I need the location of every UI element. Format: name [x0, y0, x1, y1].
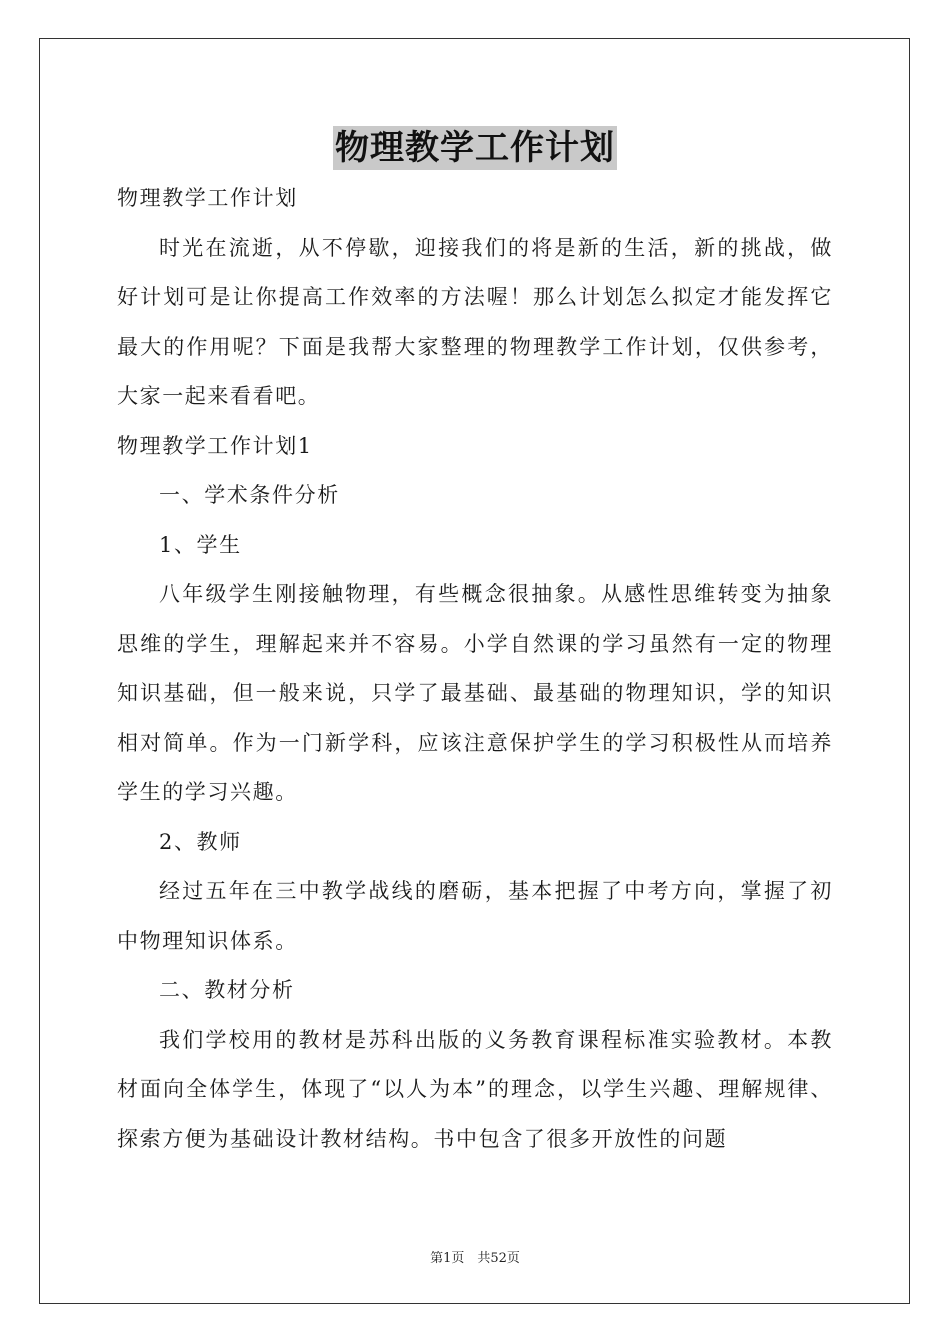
document-title: 物理教学工作计划 [335, 128, 615, 168]
intro-paragraph: 时光在流逝，从不停歇，迎接我们的将是新的生活，新的挑战，做好计划可是让你提高工作效率的方法喔！那么计划怎么拟定才能发挥它最大的作用呢？下面是我帮大家整理的物理教学工作计划，仅供参考，大家一起来看看吧。 [117, 235, 833, 408]
textbook-paragraph: 我们学校用的教材是苏科出版的义务教育课程标准实验教材。本教材面向全体学生，体现了“以人为本”的理念，以学生兴趣、理解规律、探索方便为基础设计教材结构。书中包含了很多开放性的问题 [117, 1027, 833, 1151]
teacher-paragraph: 经过五年在三中教学战线的磨砺，基本把握了中考方向，掌握了初中物理知识体系。 [117, 879, 833, 953]
subheading-students: 1、学生 [159, 532, 242, 557]
title-wrapper [0, 126, 950, 170]
subheading-teacher: 2、教师 [159, 829, 242, 854]
section-title: 物理教学工作计划1 [117, 433, 313, 458]
page-footer: 第1页 共52页 [430, 1251, 520, 1266]
subtitle: 物理教学工作计划 [117, 186, 298, 210]
students-paragraph: 八年级学生刚接触物理，有些概念很抽象。从感性思维转变为抽象思维的学生，理解起来并不容易。小学自然课的学习虽然有一定的物理知识基础，但一般来说，只学了最基础、最基础的物理知识，学的知识相对简单。作为一门新学科，应该注意保护学生的学习积极性从而培养学生的学习兴趣。 [117, 582, 833, 804]
document-body [117, 174, 833, 1164]
heading-textbook-analysis: 二、教材分析 [159, 978, 295, 1002]
heading-academic-conditions: 一、学术条件分析 [159, 483, 340, 507]
